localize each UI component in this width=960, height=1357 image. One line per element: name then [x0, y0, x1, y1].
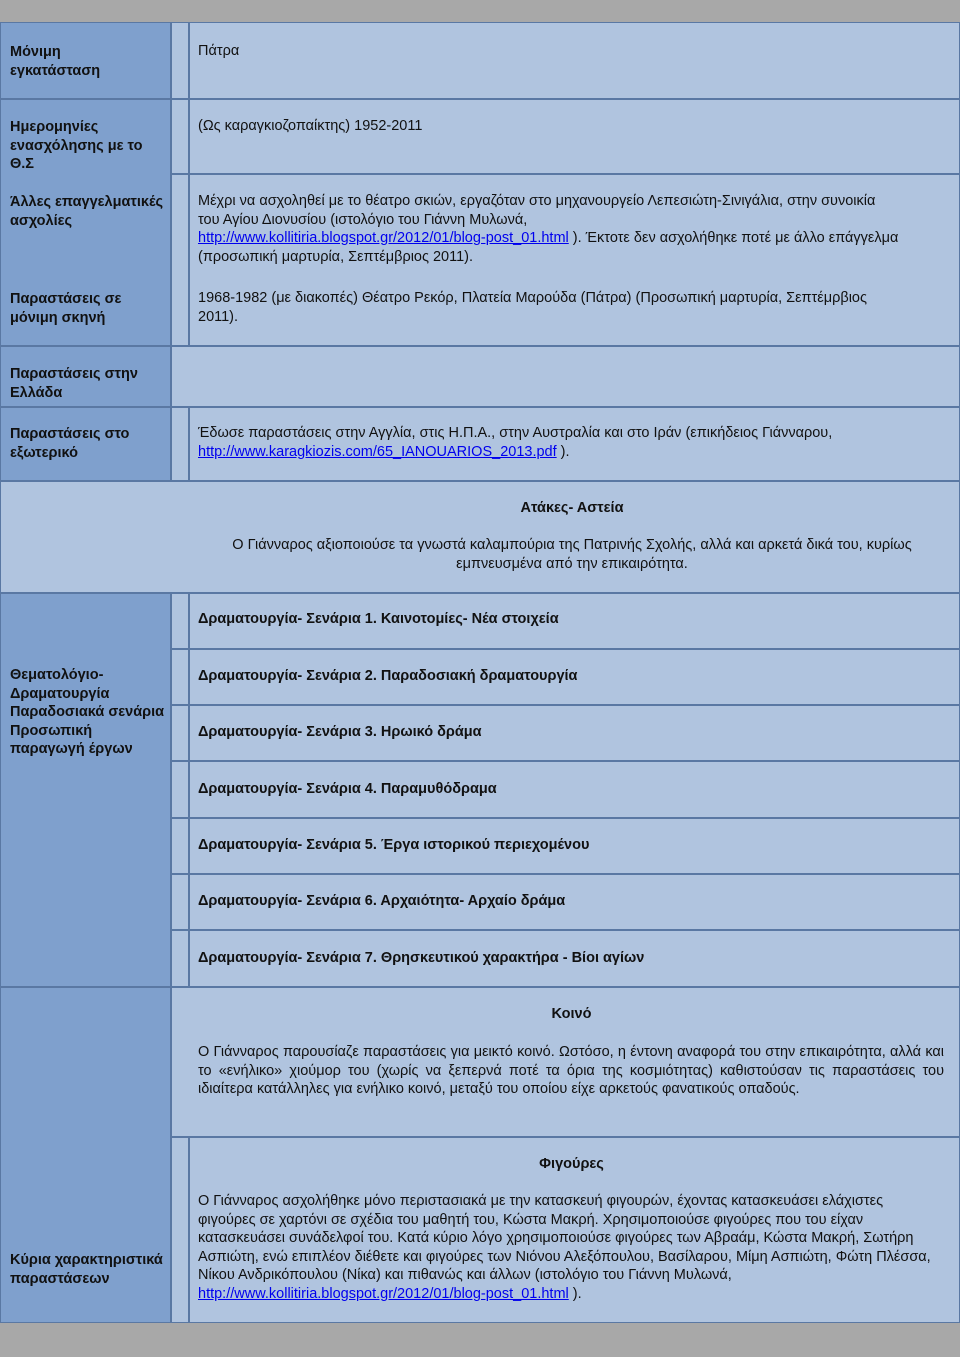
row-residence-content-cell	[189, 22, 960, 99]
row-main-features-label-cell	[0, 987, 171, 1323]
other-jobs-text-2: ). Έκτοτε δεν ασχολήθηκε ποτέ με άλλο επάγγελμα (προσωπική μαρτυρία, Σεπτέμβριος 2011).	[198, 230, 899, 265]
row-dates-label-cell	[0, 99, 171, 346]
mylonas-blog-link-2[interactable]: http://www.kollitiria.blogspot.gr/2012/01/blog-post_01.html	[198, 1285, 569, 1302]
audience-title: Κοινό	[551, 1006, 592, 1022]
label-dates: Ημερομηνίες ενασχόλησης με το Θ.Σ	[10, 119, 143, 172]
separator-cell	[171, 1137, 189, 1323]
separator-cell	[171, 593, 189, 649]
figures-text-block	[198, 1192, 944, 1303]
separator-cell	[171, 649, 189, 705]
label-greece: Παραστάσεις στην Ελλάδα	[10, 366, 138, 401]
label-other-jobs: Άλλες επαγγελματικές ασχολίες	[10, 194, 164, 229]
dates-value: (Ως καραγκιοζοπαίκτης) 1952-2011	[198, 118, 423, 134]
row-abroad-label-cell	[0, 407, 171, 481]
jokes-title: Ατάκες- Αστεία	[520, 500, 624, 516]
scenario-5: Δραματουργία- Σενάρια 5. Έργα ιστορικού περιεχομένου	[198, 837, 590, 853]
row-thematology-label-cell	[0, 593, 171, 987]
scenario-3: Δραματουργία- Σενάρια 3. Ηρωικό δράμα	[198, 724, 482, 740]
abroad-value	[198, 424, 944, 461]
scenario-6: Δραματουργία- Σενάρια 6. Αρχαιότητα- Αρχαίο δράμα	[198, 893, 566, 909]
perm-stage-value: 1968-1982 (με διακοπές) Θέατρο Ρεκόρ, Πλατεία Μαρούδα (Πάτρα) (Προσωπική μαρτυρία, Σεπτέμρβιος 2011).	[198, 290, 867, 325]
residence-value: Πάτρα	[198, 43, 240, 59]
scenario-4: Δραματουργία- Σενάρια 4. Παραμυθόδραμα	[198, 781, 497, 797]
label-thematology: Θεματολόγιο- Δραματουργία Παραδοσιακά σενάρια Προσωπική παραγωγή έργων	[10, 667, 165, 757]
separator-cell	[171, 99, 189, 174]
separator-cell	[171, 407, 189, 481]
separator-cell	[171, 818, 189, 874]
scenario-1: Δραματουργία- Σενάρια 1. Καινοτομίες- Νέα στοιχεία	[198, 611, 559, 627]
abroad-text: Έδωσε παραστάσεις στην Αγγλία, στις Η.Π.Α., στην Αυστραλία και στο Ιράν (επικήδειος Γιάνναρου,	[198, 425, 833, 441]
mylonas-blog-link[interactable]: http://www.kollitiria.blogspot.gr/2012/01/blog-post_01.html	[198, 230, 569, 246]
figures-title: Φιγούρες	[539, 1156, 604, 1172]
scenario-2: Δραματουργία- Σενάρια 2. Παραδοσιακή δραματουργία	[198, 668, 578, 684]
row-dates-content-cell	[189, 99, 960, 174]
label-perm-stage: Παραστάσεις σε μόνιμη σκηνή	[10, 291, 122, 326]
separator-cell	[171, 874, 189, 930]
separator-cell	[171, 22, 189, 99]
label-residence: Μόνιμη εγκατάσταση	[10, 44, 101, 79]
separator-cell	[171, 174, 189, 346]
row-residence-label-cell	[0, 22, 171, 99]
abroad-text-2: ).	[560, 443, 570, 460]
other-jobs-text: Μέχρι να ασχοληθεί με το θέατρο σκιών, εργαζόταν στο μηχανουργείο Λεπεσιώτη-Σινιγάλια, στην συνοικία του Αγίου Διονυσίου (ιστολόγιο του Γιάννη Μυλωνά,	[198, 193, 876, 228]
separator-cell	[171, 761, 189, 818]
figures-text-2: ).	[572, 1285, 582, 1302]
label-abroad: Παραστάσεις στο εξωτερικό	[10, 426, 130, 461]
label-main-features: Κύρια χαρακτηριστικά παραστάσεων	[10, 1252, 163, 1287]
jokes-text: Ο Γιάνναρος αξιοποιούσε τα γνωστά καλαμπούρια της Πατρινής Σχολής, αλλά και αρκετά δικά του, κυρίως εμπνευσμένα από την επικαιρότητα.	[232, 537, 912, 572]
separator-cell	[171, 930, 189, 987]
figures-text: Ο Γιάνναρος ασχολήθηκε μόνο περιστασιακά με την κατασκευή φιγουρών, έχοντας κατασκευάσει ελάχιστες φιγούρες σε χαρτόνι σε σχέδια του μαθητή του, Κώστα Μακρή. Χρησιμοποιούσε φιγούρες που του είχαν κατασκευάσει συνάδελφοί του. Κατά κύριο λόγο χρησιμοποιούσε φιγούρες των Αβραάμ, Κώστα Μακρή, Σωτήρη Ασπιώτη, ενώ επιπλέον διέθετε και φιγούρες των Νιόνου Αλεξόπουλου, Βασίλαρου, Μίμη Ασπιώτη, Φώτη Πλέσσα, Νίκου Ανδρικόπουλου (Νίκα) και πιθανώς και άλλων (ιστολόγιο του Γιάννη Μυλωνά,	[198, 1193, 931, 1283]
row-greece-label-cell	[0, 346, 171, 407]
row-greece-content-cell	[171, 346, 960, 407]
karagkiozis-pdf-link[interactable]: http://www.karagkiozis.com/65_IANOUARIOS_2013.pdf	[198, 443, 557, 460]
audience-text: Ο Γιάνναρος παρουσίαζε παραστάσεις για μεικτό κοινό. Ωστόσο, η έντονη αναφορά του στην επικαιρότητα, αλλά και το «ενήλικο» χιούμορ του (χωρίς να ξεπερνά ποτέ τα όρια της κοσμιότητας) καθιστούσαν τις παραστάσεις του ιδιαίτερα κατάλληλες για ενήλικο κοινό, μεταξύ του οποίου είχε αρκετούς φανατικούς οπαδούς.	[198, 1044, 944, 1097]
other-jobs-value	[198, 192, 900, 266]
scenario-7: Δραματουργία- Σενάρια 7. Θρησκευτικού χαρακτήρα - Βίοι αγίων	[198, 950, 645, 966]
separator-cell	[171, 705, 189, 761]
